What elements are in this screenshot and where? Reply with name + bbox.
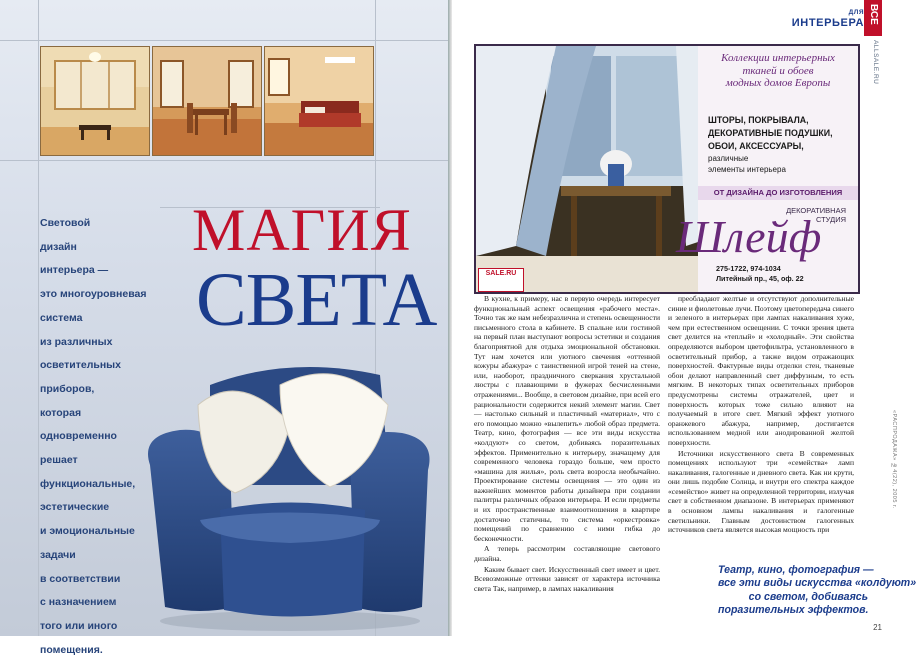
ad-headline-line: тканей и обоев <box>742 64 814 77</box>
section-header <box>792 9 864 29</box>
ad-items <box>708 114 856 175</box>
article-column-1 <box>474 294 660 593</box>
room-photo-1 <box>40 46 150 156</box>
ad-headline-line: модных домов Европы <box>725 77 831 90</box>
intro-line: дизайн <box>40 240 77 253</box>
intro-line: и эмоциональные <box>40 525 135 538</box>
intro-line: помещения. <box>40 643 103 656</box>
sale-sticker-label: SALE.RU <box>485 270 517 277</box>
left-page <box>0 0 450 656</box>
intro-line: того или иного <box>40 619 118 632</box>
sale-sticker <box>478 268 524 292</box>
intro-line: одновременно <box>40 430 117 443</box>
intro-line: приборов, <box>40 382 95 395</box>
ad-headline-line: Коллекции интерьерных <box>721 52 835 64</box>
intro-line: которая <box>40 406 82 419</box>
intro-line: это многоуровневая <box>40 288 147 301</box>
pull-quote-line: все эти виды искусства «колдуют» <box>718 577 916 590</box>
article-title-line-2: СВЕТА <box>196 258 437 342</box>
pull-quote-line: Театр, кино, фотография — <box>718 564 874 576</box>
ad-address: Литейный пр., 45, оф. 22 <box>716 274 804 283</box>
horizontal-rule <box>0 40 450 41</box>
ad-item: ОБОИ, АКСЕССУАРЫ, <box>708 141 804 151</box>
article-column-2 <box>668 294 854 535</box>
horizontal-rule <box>0 160 450 161</box>
ad-phones: 275-1722, 974-1034 <box>716 264 781 273</box>
vertical-footer: «РАСПРОДАЖА» №4(22), 2005 г. <box>891 410 897 509</box>
vertical-rule <box>38 0 39 636</box>
section-header-title: ИНТЕРЬЕРА <box>791 17 864 29</box>
pull-quote-line: со светом, добиваясь <box>748 590 868 603</box>
paragraph: В кухне, к примеру, нас в первую очередь интересует функциональный аспект освещения «рабочего места». Точно так же нам небезразлична и степень освещенности письменного стола в кабинете. В спальне или гостиной на первый план выступают вопросы эстетики и создания благоприятной для отдыха эмоциональной обстановки. Тут нам хочется или уютного свечения «оттенной кожуры абажура» с таинственной игрой теней на стене, или, наоборот, праздничного сверкания хрустальной люстры с плавающими в фужерах бесчисленными отражениями... Вообще, в световом дизайне, при всей его рациональности содержится некий элемент магии. Свет — настолько сильный и пластичный «материал», что с его помощью можно «вылепить» любой образ предмета. Театр, кино, фотография — все эти виды искусства «колдуют» со светом, добиваясь поразительных эффектов. Применительно к интерьеру, значащему для современного человека гораздо больше, чем просто «машина для жилья», роль света возросла необычайно. Проектирование системы освещения — это один из важнейших моментов работы дизайнера при создании палитры различных образов интерьера. И если предметы и их пространственные взаимоотношения в квартире достаточно статичны, то система «оркестровка» помещений по сравнению с ними гибка до бесконечности. <box>474 294 660 543</box>
intro-line: функциональные, <box>40 477 136 490</box>
paragraph: преобладают желтые и отсутствуют дополнительные синие и фиолетовые лучи. Поэтому цветопередача синего и зеленого в интерьерах при лампах накаливания хуже, чем при естественном освещении. С точки зрения цвета свет делится на «теплый» и «холодный». Эти свойства определяются выбором цветофильтра, установленного в осветительный прибор, а также видом отражающих поверхностей. Фактурные виды отделки стен, тканевые обои делают направленный свет диффузным, то есть мягким. В некоторых типах осветительных приборов предусмотрены системы отражателей, цвет и поверхность которых тоже сильно влияют на получаемый в итоге свет. Мягкий эффект уютного оранжевого абажура, например, достигается использованием медной или анодированной желтой поверхности. <box>668 294 854 447</box>
studio-label-line: ДЕКОРАТИВНАЯ <box>786 206 846 215</box>
section-tab-label: ВСЕ <box>868 4 879 25</box>
ad-item: ШТОРЫ, ПОКРЫВАЛА, <box>708 115 809 125</box>
intro-line: Световой <box>40 217 91 229</box>
pull-quote-line: поразительных эффектов. <box>718 604 869 617</box>
intro-line: из различных <box>40 335 113 348</box>
section-header-small: ДЛЯ <box>848 9 864 16</box>
ad-headline <box>702 52 854 90</box>
intro-line: задачи <box>40 548 76 561</box>
ad-item: ДЕКОРАТИВНЫЕ ПОДУШКИ, <box>708 128 833 138</box>
ad-item-small: различные <box>708 154 749 163</box>
pull-quote <box>718 564 916 618</box>
page-number: 21 <box>873 623 882 632</box>
ad-brand-logo: Шлейф <box>676 211 822 262</box>
site-url: ALLSALE.RU <box>872 40 879 85</box>
section-tab <box>864 0 882 36</box>
paragraph: Каким бывает свет. Искусственный свет имеет и цвет. Всевозможные оттенки зависят от характера источника света Так, например, в лампах накаливания <box>474 564 660 593</box>
advertisement <box>474 44 860 294</box>
paragraph: А теперь рассмотрим составляющие светового дизайна. <box>474 544 660 564</box>
ad-contacts <box>716 264 804 284</box>
right-page <box>452 0 916 636</box>
intro-line: в соответствии <box>40 572 121 585</box>
room-photo-3 <box>264 46 374 156</box>
ad-band: ОТ ДИЗАЙНА ДО ИЗГОТОВЛЕНИЯ <box>698 186 858 200</box>
intro-line: интерьера — <box>40 264 109 277</box>
armchair-illustration <box>140 345 440 635</box>
studio-label-line: СТУДИЯ <box>815 215 846 224</box>
article-title-line-1: МАГИЯ <box>192 197 412 263</box>
intro-line: осветительных <box>40 359 121 372</box>
paragraph: Источники искусственного света В современных помещениях используют три «семейства» ламп накаливания, галогенные и дневного света. Как ни крути, они лишь подобие Солнца, и внутри его спектра каждое «семейство» живет на определенной территории, излучая свет в собственном диапазоне. В интерьерах применяют в основном лампы накаливания и галогенные светильники. Главным достоинством галогенных источников света является высокая мощность при <box>668 448 854 535</box>
room-photo-2 <box>152 46 262 156</box>
ad-item-small: элементы интерьера <box>708 165 786 174</box>
intro-line: с назначением <box>40 596 117 609</box>
intro-text <box>40 212 150 662</box>
intro-line: система <box>40 311 83 324</box>
intro-line: решает <box>40 454 78 467</box>
intro-line: эстетические <box>40 501 110 514</box>
